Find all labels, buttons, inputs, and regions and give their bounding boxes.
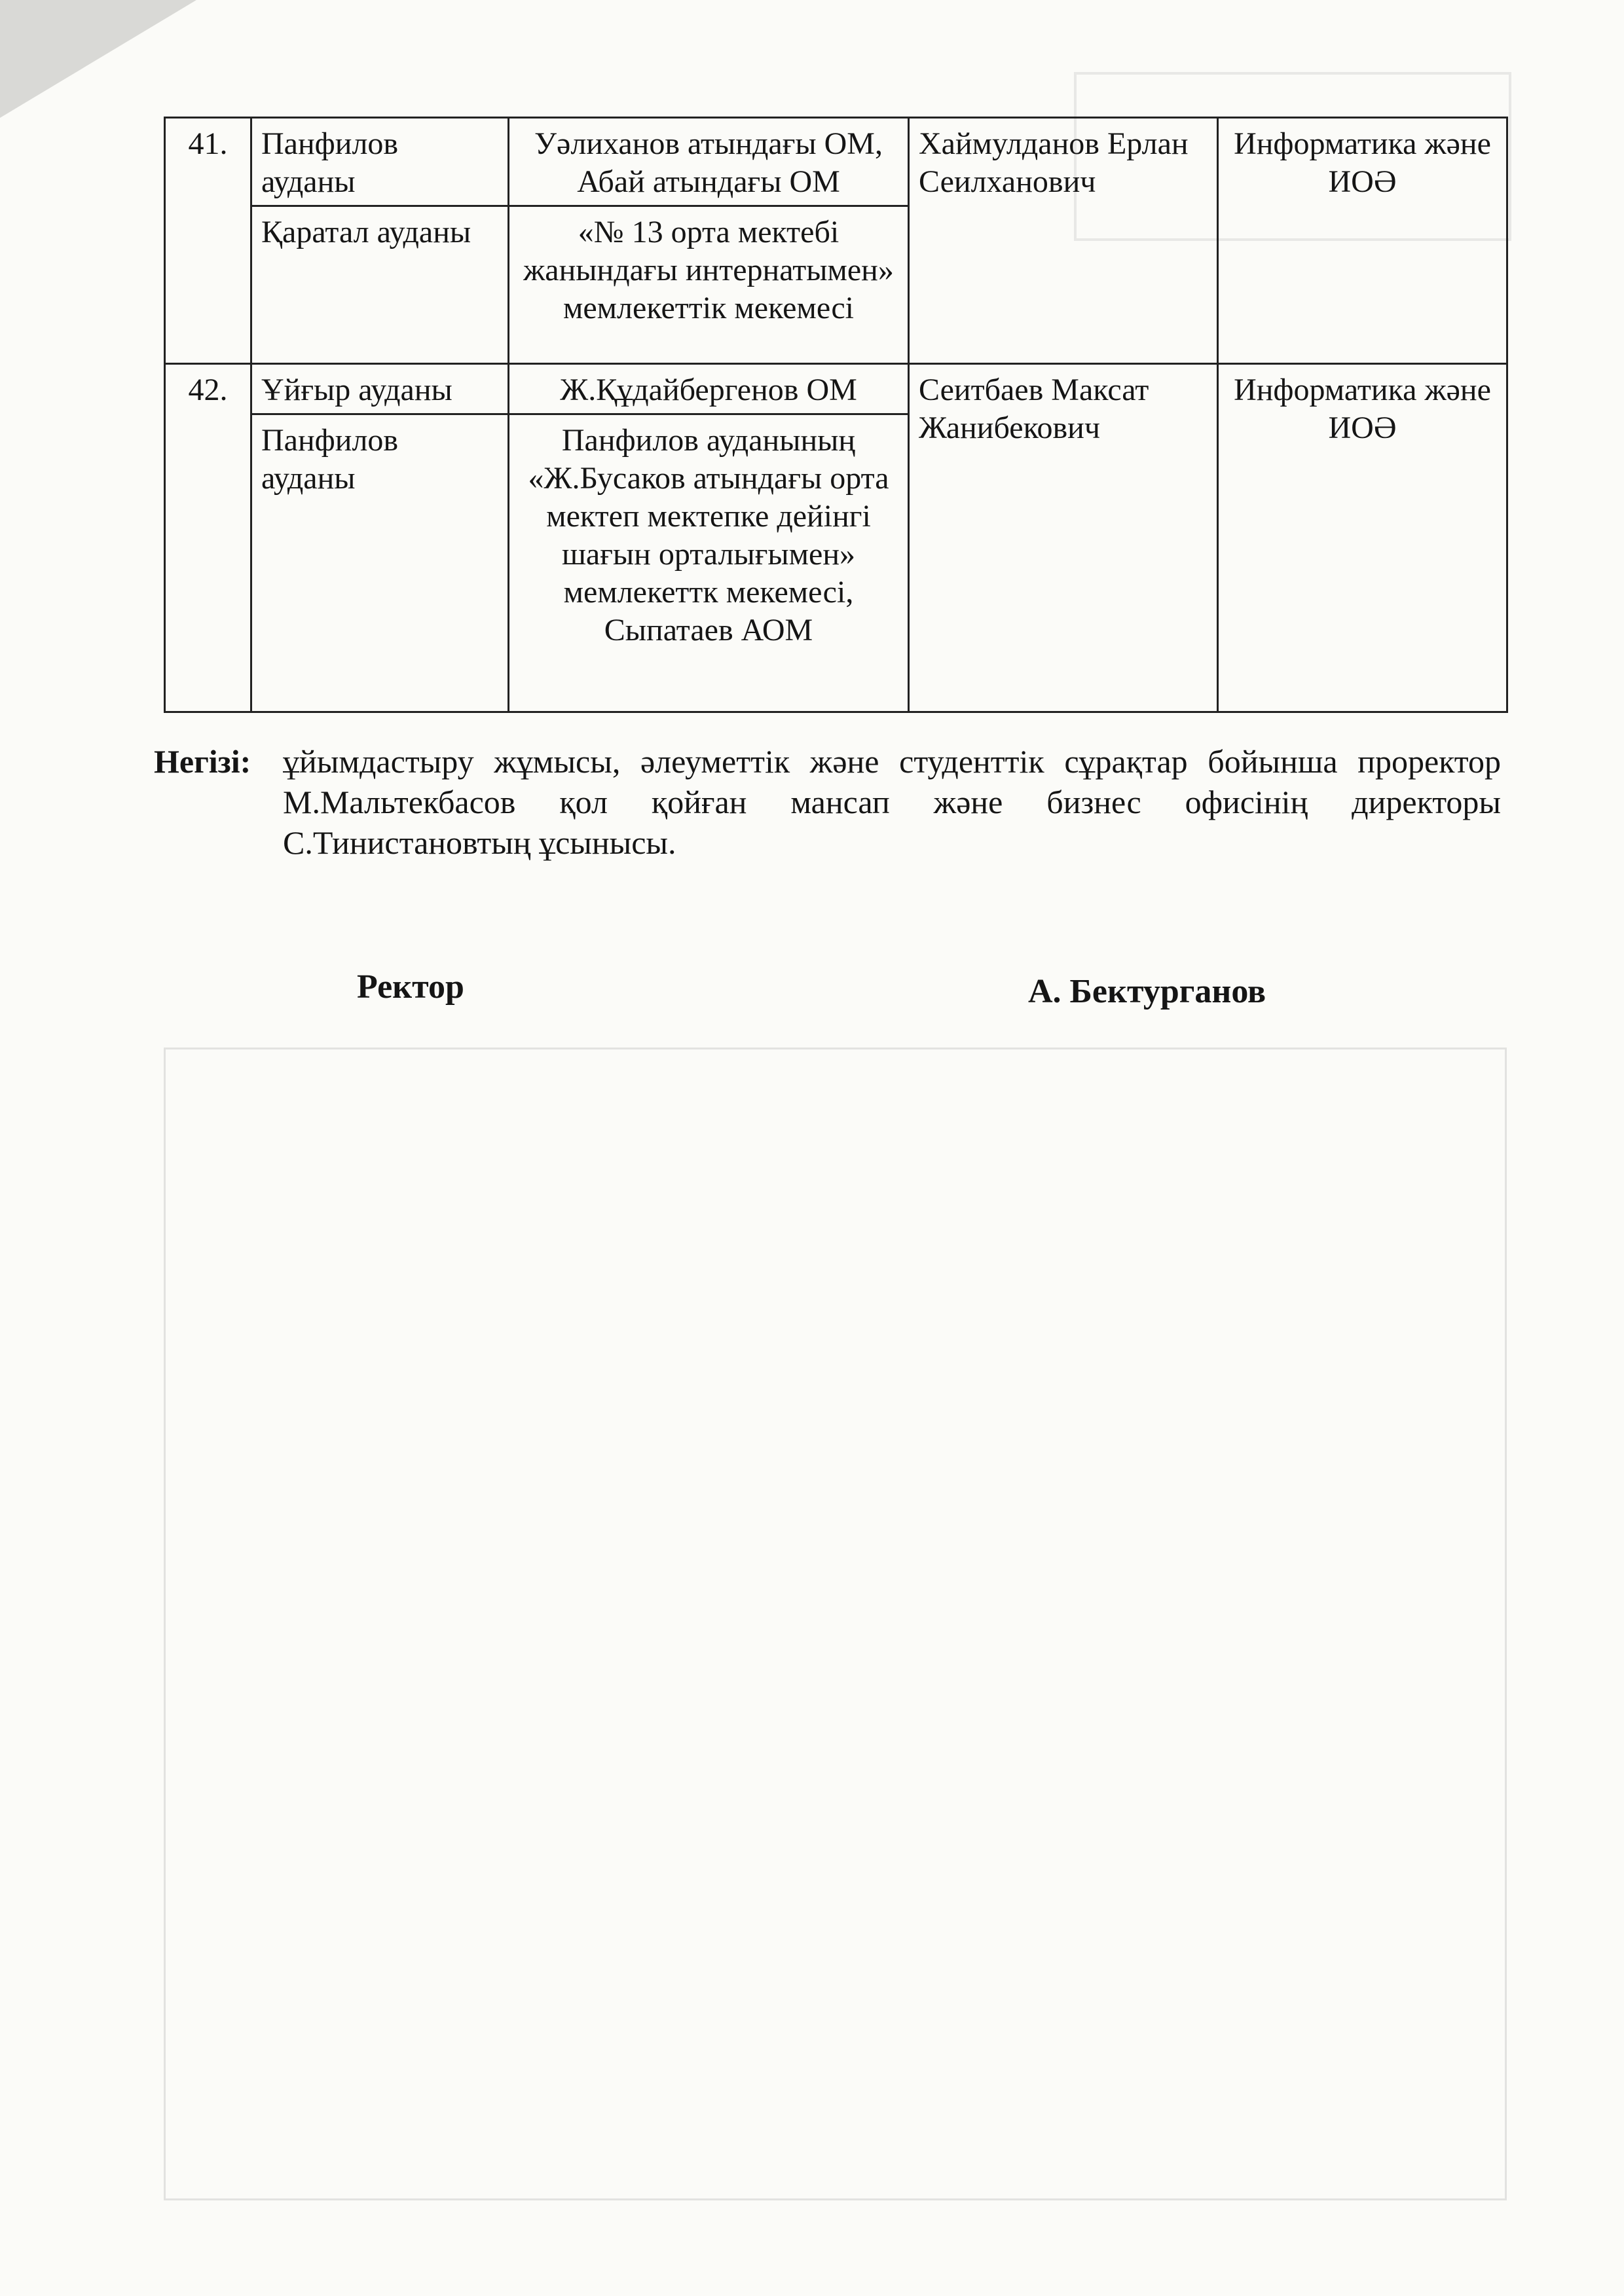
assignment-table [164, 117, 1508, 713]
school-cell: Ж.Құдайбергенов ОМ [509, 364, 909, 414]
school-cell: «№ 13 орта мектебі жанындағы интернатымен» мемлекеттік мекемесі [509, 206, 909, 364]
table-row [165, 364, 1507, 414]
row-number: 42. [165, 364, 251, 712]
teacher-cell: Сеитбаев Максат Жанибекович [909, 364, 1218, 712]
department-cell: Информатика және ИОӘ [1218, 364, 1507, 712]
department-cell: Информатика және ИОӘ [1218, 118, 1507, 364]
signatory-name: А. Бектурганов [1028, 973, 1266, 1010]
signatory-role: Ректор [357, 968, 464, 1006]
teacher-cell: Хаймулданов Ерлан Сеилханович [909, 118, 1218, 364]
school-cell: Уәлиханов атындағы ОМ, Абай атындағы ОМ [509, 118, 909, 206]
basis-text: ұйымдастыру жұмысы, әлеуметтік және студенттік сұрақтар бойынша проректор М.Мальтекбасов қол қойған мансап және бизнес офисінің директоры С.Тинистановтың ұсынысы. [283, 743, 1501, 861]
table-row [165, 118, 1507, 206]
bleed-through-table [164, 1048, 1507, 2200]
district-cell: Ұйғыр ауданы [251, 364, 509, 414]
district-cell: Қаратал ауданы [251, 206, 509, 364]
district-cell: Панфилов ауданы [251, 414, 509, 712]
row-number: 41. [165, 118, 251, 364]
basis-label: Негізі: [154, 743, 251, 780]
torn-corner [0, 0, 196, 118]
district-cell: Панфилов ауданы [251, 118, 509, 206]
school-cell: Панфилов ауданының «Ж.Бусаков атындағы орта мектеп мектепке дейінгі шағын орталығымен» мемлекеттк мекемесі, Сыпатаев АОМ [509, 414, 909, 712]
